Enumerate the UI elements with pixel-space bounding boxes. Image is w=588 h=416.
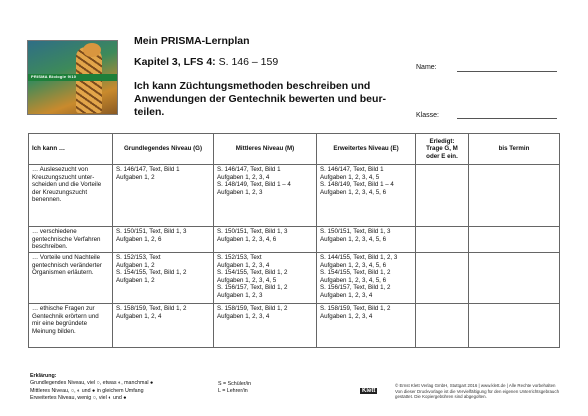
cell-line: S. 148/149, Text, Bild 1 – 4 [217,181,291,189]
textbook-cover-image [27,40,118,115]
goal-line: Ich kann Züchtungsmethoden beschreiben und [134,80,371,92]
cell-line: S. 158/159, Text, Bild 1, 2 [116,305,187,312]
cell-can [29,227,113,253]
copyright-line: © Ernst Klett Verlag GmbH, Stuttgart 2016 | www.klett.de | Alle Rechte vorbehalten [395,383,556,388]
learning-plan-table [28,133,560,348]
cell-line: Aufgaben 1, 2, 3, 4 [217,312,270,320]
publisher-logo [360,387,386,398]
copyright-line: gestattet. Die Kopiergebühren sind abgegolten. [395,394,487,400]
cell-medium [214,165,317,227]
header-deadline: bis Termin [469,134,560,165]
cell-basic [113,304,214,348]
cell-basic [113,165,214,227]
cell-line: … Vorteile und Nachteile [32,254,101,261]
cell-line: benennen. [32,196,62,204]
cell-line: S. 148/149, Text, Bild 1 – 4 [320,181,394,189]
cell-line: S. 150/151, Text, Bild 1, 3 [217,228,288,235]
header-medium-level: Mittleres Niveau (M) [214,134,317,165]
learning-goal [134,80,409,119]
header-done [416,134,469,165]
cell-line: Aufgaben 1, 2, 3, 4, 5, 6 [320,235,387,243]
cell-line: Aufgaben 1, 2, 3, 4 [320,291,373,299]
cell-line: scheiden und die Vorteile [32,181,102,189]
cell-line: Aufgaben 1, 2, 3, 4, 5 [320,173,380,181]
table-header-row [29,134,560,165]
publisher-logo-text: Klett [362,388,376,394]
cell-line: Aufgaben 1, 2, 3, 4 [217,261,270,269]
class-field[interactable] [457,118,557,119]
cell-line: Gentechnik erörtern und [32,312,99,320]
legend-line: Grundlegendes Niveau, viel ○, etwas ◐, manchmal ● [30,380,154,387]
abbreviation-line: L = Lehrer/in [218,388,248,395]
cell-line: Aufgaben 1, 2, 3 [217,291,263,299]
cell-medium [214,304,317,348]
cell-line: S. 154/155, Text, Bild 1, 2 [116,269,187,277]
cell-line: S. 156/157, Text, Bild 1, 2 [217,284,288,292]
cell-line: Kreuzungszucht unter- [32,173,95,181]
cell-basic [113,227,214,253]
cell-line: S. 150/151, Text, Bild 1, 3 [116,228,187,235]
table-row [29,253,560,304]
cell-line: Aufgaben 1, 2, 3, 4, 5 [217,276,277,284]
cell-line: Aufgaben 1, 2, 3, 4, 5, 6 [320,261,387,269]
done-entry-field[interactable] [416,165,469,227]
header-done-line: Erledigt: [429,137,455,145]
done-entry-field[interactable] [416,304,469,348]
cell-line: gentechnische Verfahren [32,235,101,243]
deadline-entry-field[interactable] [469,304,560,348]
cell-line: Aufgaben 1, 2, 3, 4 [320,312,373,320]
abbreviations [218,381,251,396]
cell-line: Aufgaben 1, 2 [116,261,155,269]
class-label: Klasse: [416,112,439,119]
cell-line: … Auslesezucht von [32,166,89,173]
cell-line: S. 146/147, Text, Bild 1 [217,166,281,173]
header-basic-level: Grundlegendes Niveau (G) [113,134,214,165]
cover-series-label: PRISMA Biologie 9/10 [31,74,77,79]
cell-line: … ethische Fragen zur [32,305,95,312]
document-title: Mein PRISMA-Lernplan [134,35,250,47]
cell-can [29,165,113,227]
copyright-line: Von dieser Druckvorlage ist die Vervielfältigung für den eigenen Unterrichtsgebrauch [395,388,560,394]
legend-line: Erweitertes Niveau, wenig ○, viel ◐ und ● [30,395,127,402]
name-field[interactable] [457,71,557,72]
cell-line: der Kreuzungszucht [32,188,88,196]
cell-line: S. 154/155, Text, Bild 1, 2 [217,269,288,277]
legend-line: Mittleres Niveau, ○, ◐ und ● in gleichem Umfang [30,387,144,394]
cell-line: S. 158/159, Text, Bild 1, 2 [320,305,391,312]
name-label: Name: [416,64,437,71]
chapter-label: Kapitel 3, LFS 4: [134,56,216,68]
chapter-line [134,56,278,68]
table-row [29,165,560,227]
cell-line: S. 156/157, Text, Bild 1, 2 [320,284,391,292]
cell-line: Aufgaben 1, 2 [116,276,155,284]
cell-can [29,304,113,348]
cell-medium [214,253,317,304]
cell-line: Aufgaben 1, 2, 3, 4, 5, 6 [320,276,387,284]
table-row [29,304,560,348]
header-extended-level: Erweitertes Niveau (E) [317,134,416,165]
cell-line: Aufgaben 1, 2, 4 [116,312,162,320]
goal-line: Anwendungen der Gentechnik bewerten und beur- [134,93,387,105]
cell-can [29,253,113,304]
cell-basic [113,253,214,304]
cell-extended [317,165,416,227]
legend-title: Erklärung: [30,373,57,379]
cell-line: Aufgaben 1, 2 [116,173,155,181]
header-done-line: oder E ein. [426,152,458,160]
cell-line: S. 154/155, Text, Bild 1, 2 [320,269,391,277]
cell-line: S. 146/147, Text, Bild 1 [320,166,384,173]
cell-line: Aufgaben 1, 2, 3, 4, 5, 6 [320,188,387,196]
cell-line: S. 152/153, Text [116,254,161,261]
cell-line: Aufgaben 1, 2, 3 [217,188,263,196]
cell-extended [317,253,416,304]
cell-line: S. 152/153, Text [217,254,262,261]
goal-line: teilen. [134,106,165,118]
cell-line: beschreiben. [32,243,68,251]
cell-line: S. 158/159, Text, Bild 1, 2 [217,305,288,312]
cell-line: Meinung bilden. [32,327,76,335]
deadline-entry-field[interactable] [469,227,560,253]
header-done-line: Trage G, M [426,145,458,153]
chapter-pages: S. 146 – 159 [215,56,279,68]
deadline-entry-field[interactable] [469,165,560,227]
cell-medium [214,227,317,253]
cell-line: … verschiedene [32,228,77,235]
done-entry-field[interactable] [416,253,469,304]
abbreviation-line: S = Schüler/in [218,381,252,387]
cell-line: mir eine begründete [32,320,88,328]
header-can: Ich kann … [29,134,113,165]
cell-line: Aufgaben 1, 2, 3, 4 [217,173,270,181]
cell-line: Aufgaben 1, 2, 3, 4, 6 [217,235,277,243]
cell-line: S. 146/147, Text, Bild 1 [116,166,180,173]
cell-line: S. 144/155, Text, Bild 1, 2, 3 [320,254,398,261]
cell-line: gentechnisch veränderter [32,261,102,269]
giraffe-head [83,43,101,57]
done-entry-field[interactable] [416,227,469,253]
legend [30,373,153,403]
cell-extended [317,304,416,348]
cell-line: Organismen erläutern. [32,269,94,277]
copyright-notice [395,383,560,400]
cell-line: S. 150/151, Text, Bild 1, 3 [320,228,391,235]
cell-extended [317,227,416,253]
cell-line: Aufgaben 1, 2, 6 [116,235,162,243]
table-row [29,227,560,253]
deadline-entry-field[interactable] [469,253,560,304]
